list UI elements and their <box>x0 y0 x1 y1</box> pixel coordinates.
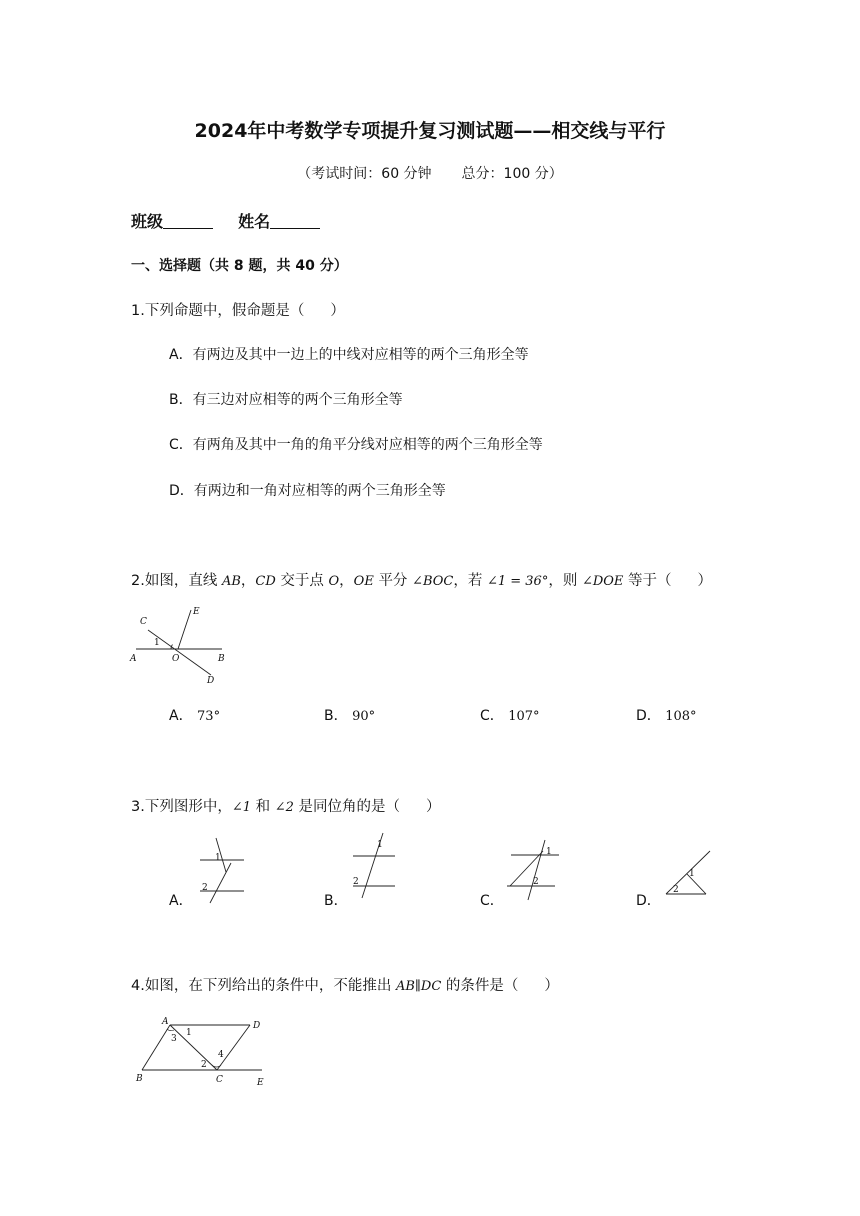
q2-figure <box>128 605 228 687</box>
page-title: 2024年中考数学专项提升复习测试题——相交线与平行 <box>194 120 666 142</box>
class-label: 班级 <box>131 212 164 231</box>
line-cd <box>148 630 211 675</box>
math-ab-parallel-dc: AB∥DC <box>395 979 442 994</box>
label-a: A <box>130 654 137 664</box>
math-o: O <box>328 574 340 589</box>
label-2: 2 <box>201 1060 207 1070</box>
label-1: 1 <box>186 1028 192 1038</box>
q3-text: 3.下列图形中， <box>131 799 232 815</box>
label-1: 1 <box>377 840 383 850</box>
q3-option-b-label: B． <box>324 893 348 909</box>
q4-text: 4.如图，在下列给出的条件中，不能推出 <box>131 978 392 994</box>
label-e: E <box>257 1078 264 1088</box>
q3-text: 是同位角的是（ <box>298 799 401 815</box>
label-d: D <box>207 676 215 686</box>
q3-figure-d <box>662 848 716 900</box>
label-2: 2 <box>202 883 208 893</box>
segment-cd <box>217 1025 250 1070</box>
option-label: D． <box>636 708 661 724</box>
option-value: 90° <box>352 709 376 724</box>
angle-3-arc <box>167 1029 174 1031</box>
q2-text: 平分 <box>378 573 408 589</box>
segment-ac <box>170 1025 217 1070</box>
q1-option-d: D．有两边和一角对应相等的两个三角形全等 <box>169 483 446 499</box>
label-c: C <box>140 617 147 627</box>
label-1: 1 <box>215 853 221 863</box>
option-label: A． <box>169 708 193 724</box>
q1-stem-text: 1.下列命题中，假命题是（ <box>131 303 305 319</box>
label-o: O <box>172 654 180 664</box>
label-2: 2 <box>533 877 539 887</box>
q1-option-c: C．有两角及其中一角的角平分线对应相等的两个三角形全等 <box>169 437 543 453</box>
q2-text: ） <box>697 573 713 589</box>
section-heading: 一、选择题（共 8 题，共 40 分） <box>131 258 348 274</box>
q2-option-a <box>169 705 220 725</box>
q2-text: ， <box>339 573 354 589</box>
label-b: B <box>218 654 225 664</box>
label-1: 1 <box>154 638 160 648</box>
segment-ab <box>142 1025 170 1070</box>
q2-text: 交于点 <box>280 573 324 589</box>
exam-total: 总分：100 分） <box>461 166 563 182</box>
q3-figure-c <box>505 836 569 908</box>
q2-option-d <box>636 705 697 725</box>
option-value: 108° <box>665 709 697 724</box>
label-1: 1 <box>546 847 552 857</box>
class-blank <box>163 214 213 229</box>
q1-option-a: A．有两边及其中一边上的中线对应相等的两个三角形全等 <box>169 347 529 363</box>
transversal-2 <box>210 863 231 903</box>
math-angle-boc: ∠BOC <box>412 574 454 589</box>
label-a: A <box>162 1017 169 1027</box>
name-label: 姓名 <box>238 212 271 231</box>
q3-option-c-label: C． <box>480 893 504 909</box>
exam-subtitle <box>0 163 860 183</box>
label-2: 2 <box>353 877 359 887</box>
q3-figure-a <box>196 835 256 907</box>
label-3: 3 <box>171 1034 177 1044</box>
math-angle-1: ∠1 <box>231 800 252 815</box>
ray-oe <box>178 610 191 649</box>
name-blank <box>270 214 320 229</box>
q1-stem-close: ） <box>330 303 345 319</box>
q4-text: 的条件是（ <box>445 978 519 994</box>
question-1-stem <box>131 299 345 320</box>
transversal-1 <box>528 840 545 900</box>
exam-time: （考试时间：60 分钟 <box>297 166 432 182</box>
q2-text: ， <box>240 573 256 589</box>
math-angle-doe: ∠DOE <box>581 574 624 589</box>
label-2: 2 <box>673 885 679 895</box>
option-value: 73° <box>197 709 221 724</box>
option-label: C． <box>480 708 504 724</box>
q1-option-b: B．有三边对应相等的两个三角形全等 <box>169 392 403 408</box>
label-4: 4 <box>218 1050 224 1060</box>
option-value: 107° <box>508 709 540 724</box>
q3-option-d-label: D． <box>636 893 661 909</box>
q2-option-c <box>480 705 540 725</box>
label-c: C <box>216 1075 223 1085</box>
math-cd: CD <box>255 574 276 589</box>
question-3-stem <box>131 795 441 816</box>
q2-option-b <box>324 705 375 725</box>
q2-text: ，若 <box>453 573 483 589</box>
math-angle-2: ∠2 <box>274 800 294 815</box>
q2-text: ，则 <box>548 573 578 589</box>
label-1: 1 <box>689 869 695 879</box>
q4-figure <box>130 1013 270 1093</box>
q2-text: 2.如图，直线 <box>131 573 218 589</box>
q3-figure-b <box>350 830 410 902</box>
q3-option-a-label: A． <box>169 893 193 909</box>
label-d: D <box>253 1021 261 1031</box>
q2-text: 等于（ <box>628 573 672 589</box>
q4-text: ） <box>544 978 559 994</box>
question-4-stem <box>131 974 559 995</box>
label-e: E <box>193 607 200 617</box>
q3-text: ） <box>426 799 441 815</box>
math-ab: AB <box>221 574 241 589</box>
option-label: B． <box>324 708 348 724</box>
math-oe: OE <box>353 574 374 589</box>
question-2-stem <box>131 569 712 590</box>
math-angle-1: ∠1 = 36° <box>486 574 549 589</box>
student-info <box>131 209 320 232</box>
q3-text: 和 <box>255 799 271 815</box>
label-b: B <box>136 1074 143 1084</box>
